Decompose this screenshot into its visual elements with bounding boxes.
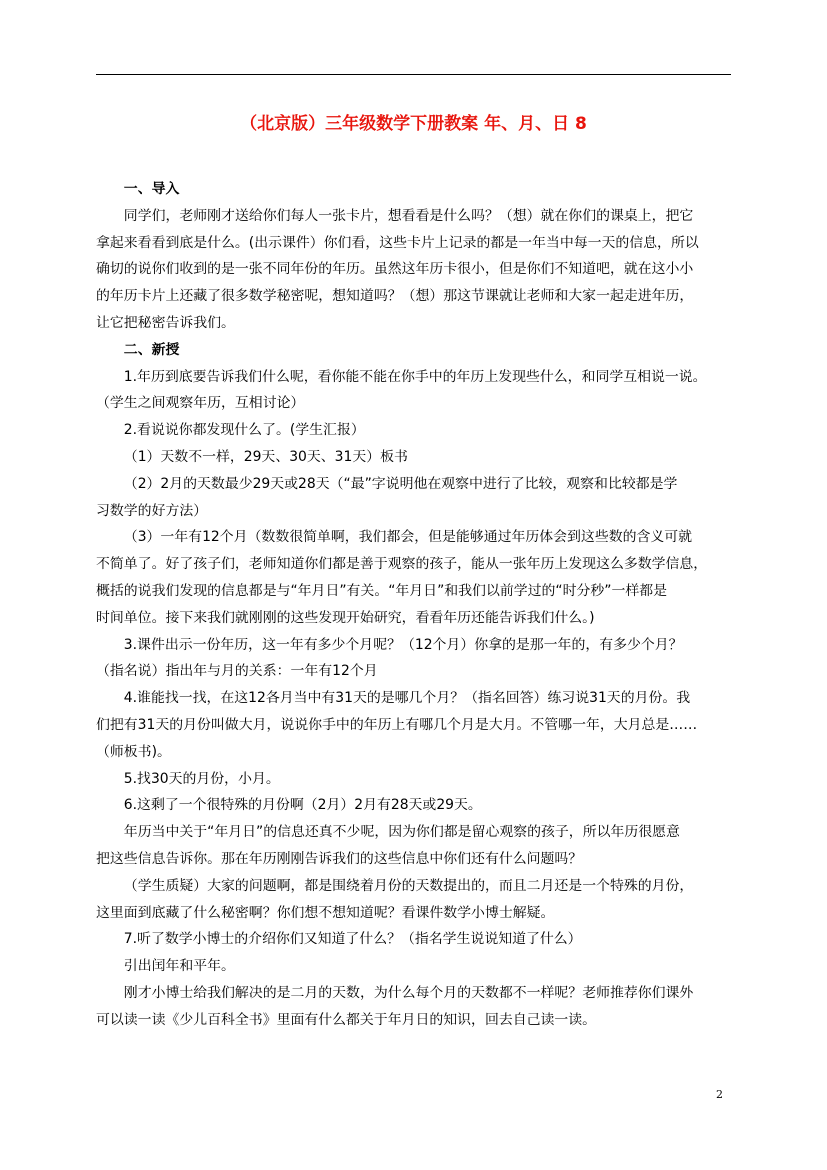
text-line: 拿起来看看到底是什么。(出示课件）你们看，这些卡片上记录的都是一年当中每一天的信息，所以 — [96, 234, 699, 251]
text-line: 5.找30天的月份，小月。 — [123, 770, 280, 787]
text-line: 刚才小博士给我们解决的是二月的天数，为什么每个月的天数都不一样呢？老师推荐你们课外 — [123, 984, 694, 1001]
text-line: 让它把秘密告诉我们。 — [96, 314, 235, 331]
text-line: 同学们，老师刚才送给你们每人一张卡片，想看看是什么吗？（想）就在你们的课桌上，把它 — [123, 207, 694, 224]
text-line: 习数学的好方法） — [96, 502, 208, 519]
text-line: （学生质疑）大家的问题啊，都是围绕着月份的天数提出的，而且二月还是一个特殊的月份， — [123, 877, 694, 894]
text-line: 可以读一读《少儿百科全书》里面有什么都关于年月日的知识，回去自己读一读。 — [96, 1011, 597, 1028]
document-title: （北京版）三年级数学下册教案 年、月、日 8 — [240, 114, 587, 134]
text-line: （2）2月的天数最少29天或28天（“最”字说明他在观察中进行了比较，观察和比较都是学 — [123, 475, 678, 492]
text-line: 不简单了。好了孩子们，老师知道你们都是善于观察的孩子，能从一张年历上发现这么多数学信息， — [96, 556, 708, 573]
text-line: 年历当中关于“年月日”的信息还真不少呢，因为你们都是留心观察的孩子，所以年历很愿意 — [123, 824, 680, 841]
text-line: 6.这剩了一个很特殊的月份啊（2月）2月有28天或29天。 — [123, 797, 482, 814]
document-body — [96, 176, 736, 1034]
text-line: 这里面到底藏了什么秘密啊？你们想不想知道呢？看课件数学小博士解疑。 — [96, 904, 555, 921]
text-line: 概括的说我们发现的信息都是与“年月日”有关。“年月日”和我们以前学过的“时分秒”一样都是 — [96, 582, 668, 599]
text-line: 确切的说你们收到的是一张不同年份的年历。虽然这年历卡很小，但是你们不知道吧，就在这小小 — [96, 261, 694, 278]
section-heading: 二、新授 — [123, 341, 180, 358]
section-heading: 一、导入 — [123, 181, 180, 197]
text-line: （3）一年有12个月（数数很简单啊，我们都会，但是能够通过年历体会到这些数的含义可就 — [123, 529, 693, 546]
text-line: 2.看说说你都发现什么了。(学生汇报） — [123, 422, 365, 439]
header-rule — [96, 74, 731, 75]
text-line: 3.课件出示一份年历，这一年有多少个月呢？（12个月）你拿的是那一年的，有多少个月？ — [123, 636, 683, 653]
text-line: 时间单位。接下来我们就刚刚的这些发现开始研究，看看年历还能告诉我们什么。) — [96, 609, 595, 626]
text-line: 1.年历到底要告诉我们什么呢，看你能不能在你手中的年历上发现些什么，和同学互相说一说。 — [123, 368, 707, 385]
text-line: 4.谁能找一找，在这12各月当中有31天的是哪几个月？（指名回答）练习说31天的月份。我 — [123, 690, 691, 707]
text-line: （学生之间观察年历，互相讨论） — [96, 395, 305, 412]
text-line: 7.听了数学小博士的介绍你们又知道了什么？（指名学生说说知道了什么） — [123, 931, 582, 948]
page-number: 2 — [716, 1088, 723, 1101]
text-line: 引出闰年和平年。 — [123, 958, 235, 975]
text-line: 的年历卡片上还藏了很多数学秘密呢，想知道吗？（想）那这节课就让老师和大家一起走进年历， — [96, 288, 694, 305]
text-line: （指名说）指出年与月的关系：一年有12个月 — [96, 663, 378, 680]
text-line: 们把有31天的月份叫做大月，说说你手中的年历上有哪几个月是大月。不管哪一年，大月总是…… — [96, 716, 698, 733]
text-line: （师板书)。 — [96, 743, 171, 760]
text-line: （1）天数不一样，29天、30天、31天）板书 — [123, 448, 408, 465]
text-line: 把这些信息告诉你。那在年历刚刚告诉我们的这些信息中你们还有什么问题吗？ — [96, 850, 583, 867]
